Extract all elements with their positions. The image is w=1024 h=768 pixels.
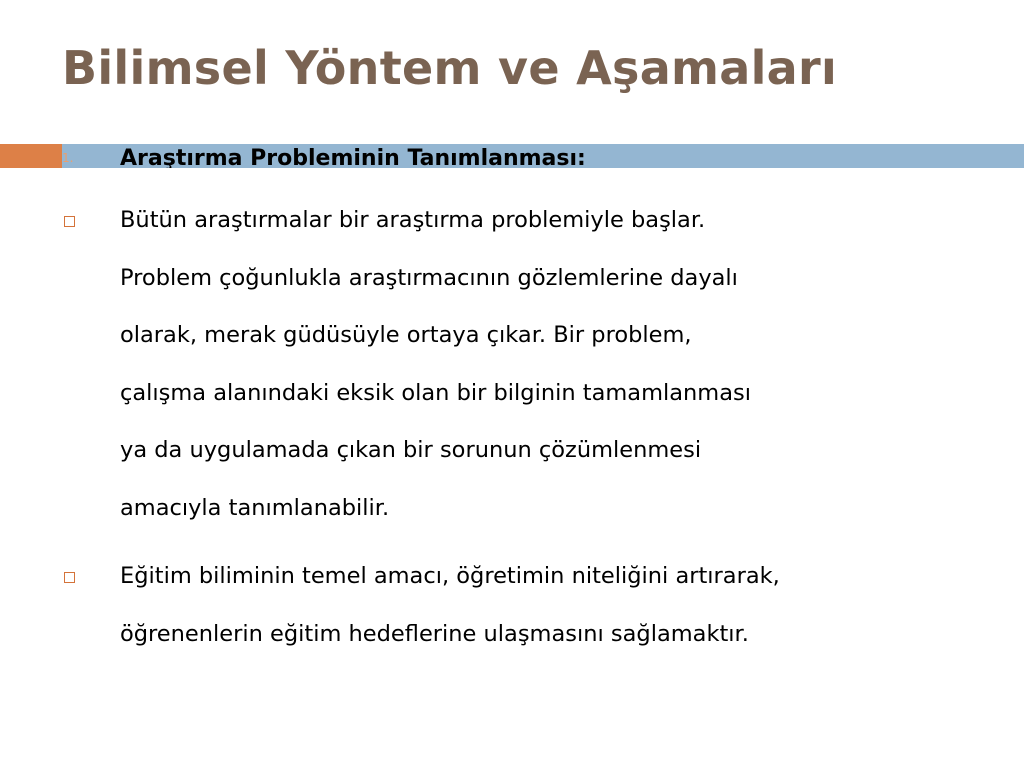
slide-title: Bilimsel Yöntem ve Aşamaları bbox=[62, 41, 838, 95]
bullet-line: olarak, merak güdüsüyle ortaya çıkar. Bir problem, bbox=[120, 322, 692, 349]
square-bullet-icon bbox=[64, 572, 75, 583]
accent-bar-orange bbox=[0, 144, 62, 168]
bullet-text bbox=[120, 548, 780, 663]
bullet-text bbox=[120, 192, 751, 538]
bullet-line: Problem çoğunlukla araştırmacının gözlemlerine dayalı bbox=[120, 264, 738, 291]
bullet-line: çalışma alanındaki eksik olan bir bilginin tamamlanması bbox=[120, 379, 751, 406]
square-bullet-icon bbox=[64, 216, 75, 227]
bullet-line: amacıyla tanımlanabilir. bbox=[120, 494, 390, 521]
bullet-line: Bütün araştırmalar bir araştırma problemiyle başlar. bbox=[120, 207, 706, 233]
bullet-line: ya da uygulamada çıkan bir sorunun çözümlenmesi bbox=[120, 437, 702, 464]
section-heading: Araştırma Probleminin Tanımlanması: bbox=[120, 146, 586, 168]
bullet-line: öğrenenlerin eğitim hedeflerine ulaşmasını sağlamaktır. bbox=[120, 620, 749, 647]
bullet-line: Eğitim biliminin temel amacı, öğretimin niteliğini artırarak, bbox=[120, 563, 780, 589]
section-number: 1. bbox=[62, 151, 74, 165]
